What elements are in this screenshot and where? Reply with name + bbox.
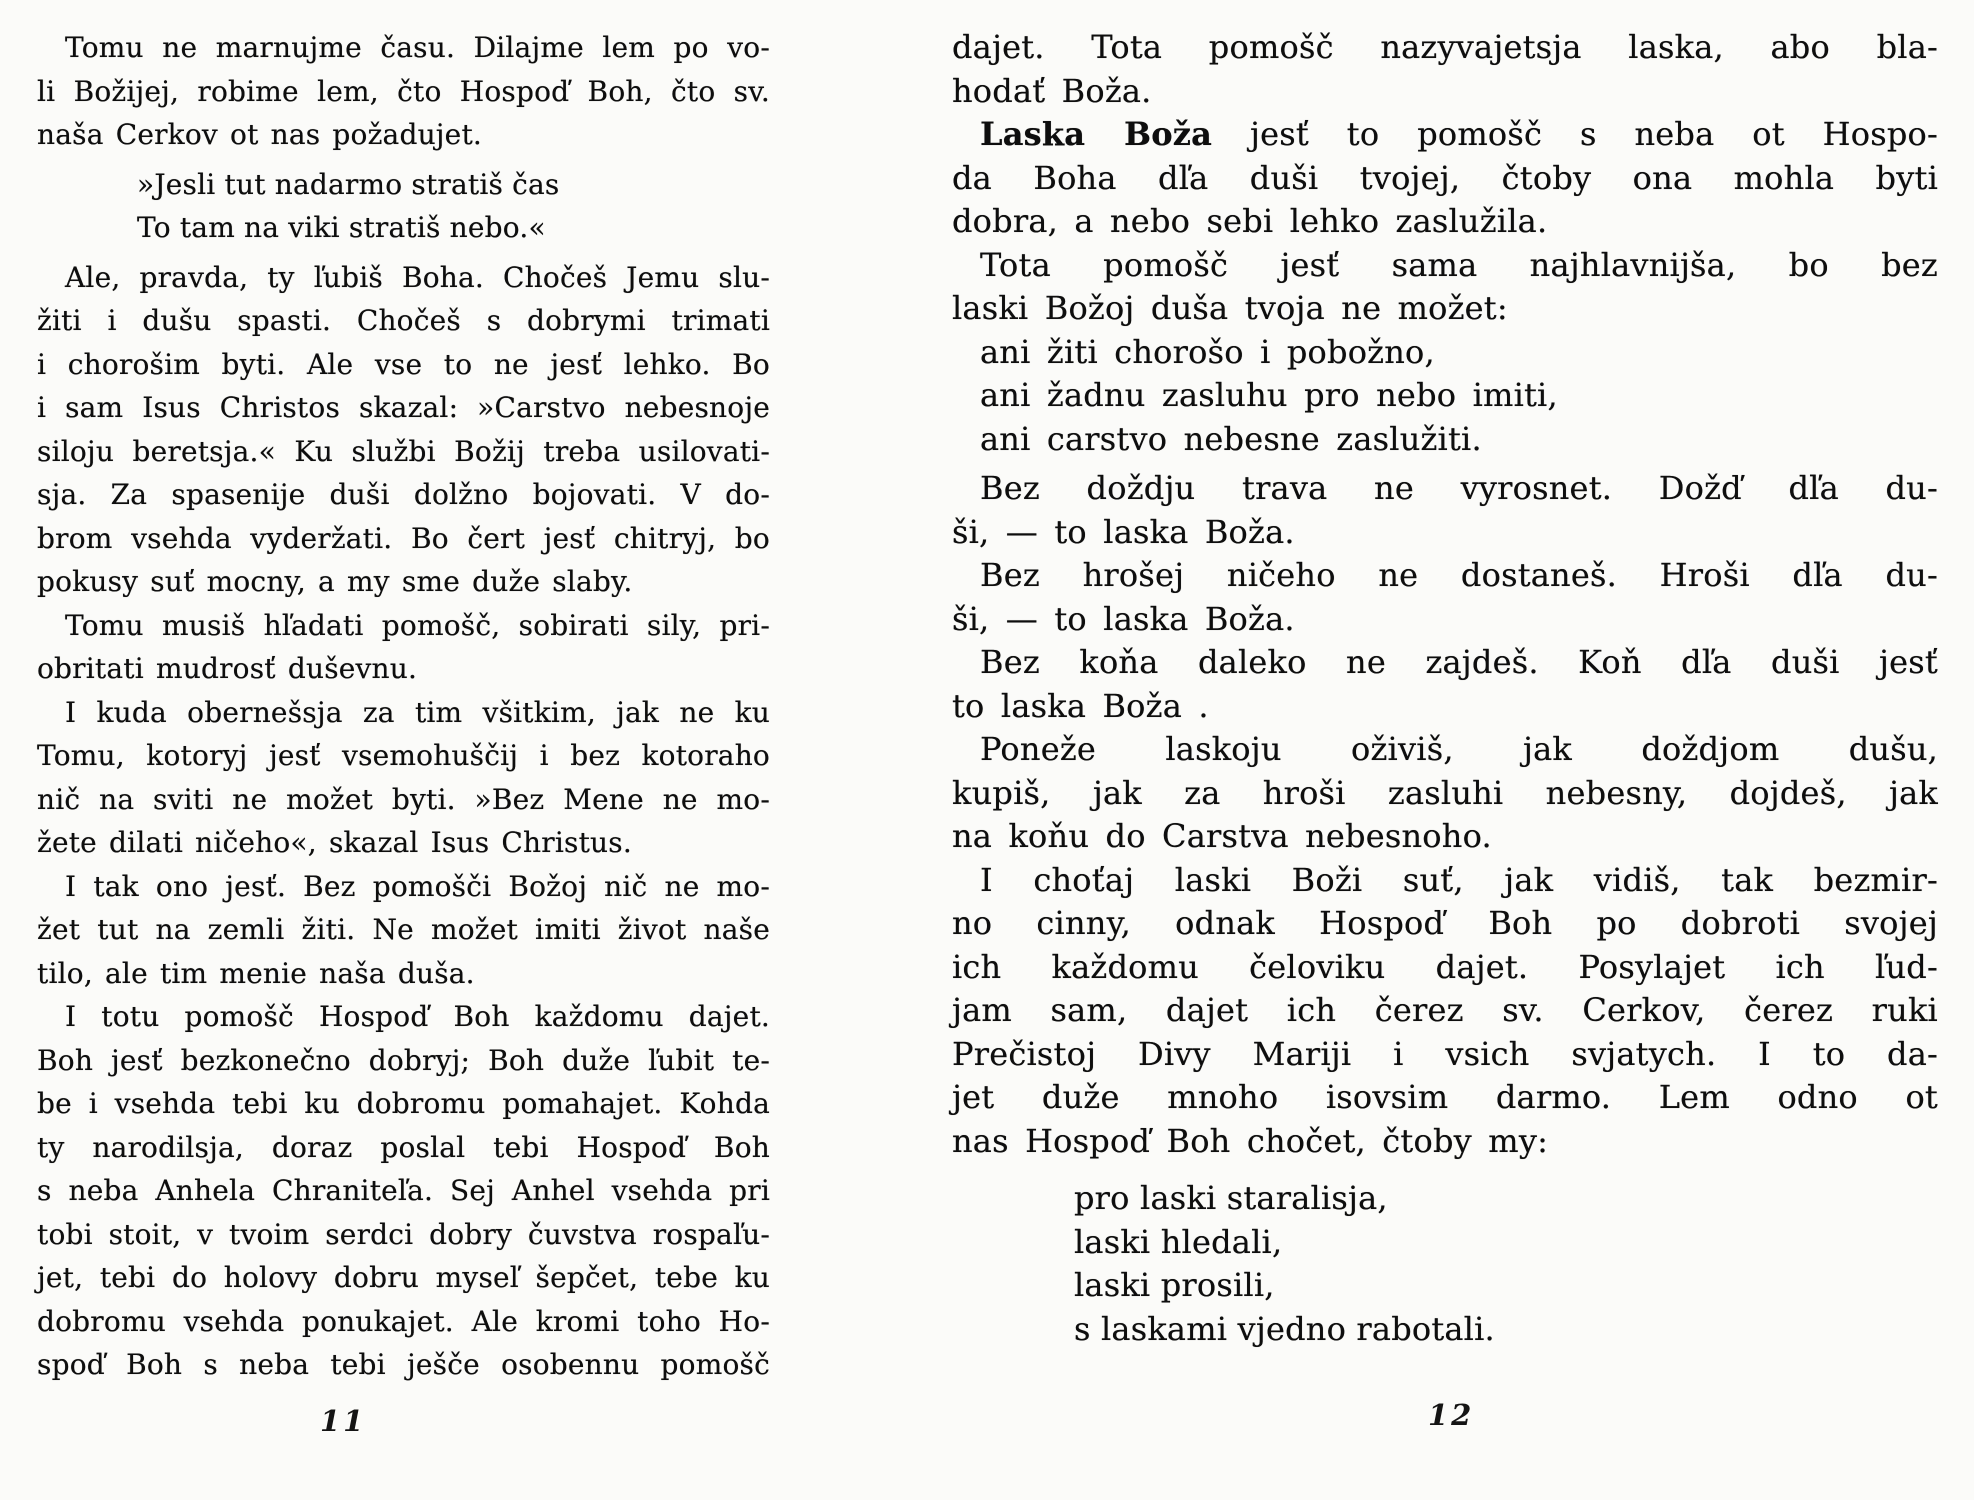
verse-block xyxy=(137,163,770,250)
text-line: dajet. Tota pomošč nazyvajetsja laska, abo bla- xyxy=(952,28,1938,66)
text-line: naša Cerkov ot nas požadujet. xyxy=(37,118,483,151)
text-line: s neba Anhela Chraniteľa. Sej Anhel vsehda pri xyxy=(37,1174,770,1207)
text-line: ši, — to laska Boža. xyxy=(952,599,1295,638)
text-line: pokusy suť mocny, a my sme duže slaby. xyxy=(37,565,633,598)
text-line: sja. Za spasenije duši dolžno bojovati. V do- xyxy=(37,478,770,511)
text-line: Poneže laskoju oživiš, jak doždjom dušu, xyxy=(980,730,1938,768)
text-line: i chorošim byti. Ale vse to ne jesť lehko. Bo xyxy=(37,347,770,381)
text-line: I tak ono jesť. Bez pomošči Božoj nič ne mo- xyxy=(65,869,770,903)
text-line: jet, tebi do holovy dobru myseľ šepčet, tebe ku xyxy=(37,1261,770,1294)
list-line: s laskami vjedno rabotali. xyxy=(1074,1309,1495,1348)
text-line: na koňu do Carstva nebesnoho. xyxy=(952,817,1492,855)
text-line: Ale, pravda, ty ľubiš Boha. Chočeš Jemu slu- xyxy=(65,260,770,294)
left-page-text-column xyxy=(37,26,770,1387)
verse-line: »Jesli tut nadarmo stratiš čas xyxy=(137,167,560,201)
text-line: spoď Boh s neba tebi ješče osobennu pomošč xyxy=(37,1348,770,1381)
text-line: Prečistoj Divy Mariji i vsich svjatych. I to da- xyxy=(952,1034,1938,1073)
text-line: žiti i dušu spasti. Chočeš s dobrymi trimati xyxy=(37,304,770,337)
text-line: obritati mudrosť duševnu. xyxy=(37,652,418,685)
text-line: li Božijej, robime lem, čto Hospoď Boh, čto sv. xyxy=(37,74,770,108)
right-page-text-column xyxy=(952,26,1938,1351)
text-line: ich každomu čeloviku dajet. Posylajet ich ľud- xyxy=(952,947,1938,986)
text-line: Tota pomošč jesť sama najhlavnijša, bo bez xyxy=(980,245,1938,284)
text-line: ty narodilsja, doraz poslal tebi Hospoď Boh xyxy=(37,1130,770,1164)
text-line: brom vsehda vyderžati. Bo čert jesť chitryj, bo xyxy=(37,521,770,555)
text-line: ani žadnu zasluhu pro nebo imiti, xyxy=(980,376,1558,414)
text-line: to laska Boža . xyxy=(952,686,1209,725)
text-line: tobi stoit, v tvoim serdci dobry čuvstva rospaľu- xyxy=(37,1217,770,1251)
page-number-right: 12 xyxy=(1428,1398,1475,1432)
list-line: pro laski staralisja, xyxy=(1074,1179,1388,1217)
page-number-left: 11 xyxy=(320,1404,367,1438)
text-line: dobromu vsehda ponukajet. Ale kromi toho Ho- xyxy=(37,1304,770,1338)
text-line: Bez koňa daleko ne zajdeš. Koň dľa duši jesť xyxy=(980,643,1938,681)
text-line-rest: jesť to pomošč s neba ot Hospo- xyxy=(1212,115,1939,153)
text-line: da Boha dľa duši tvojej, čtoby ona mohla byti xyxy=(952,158,1938,197)
text-line: I choťaj laski Boži suť, jak vidiš, tak bezmir- xyxy=(980,860,1938,899)
text-line: be i vsehda tebi ku dobromu pomahajet. Kohda xyxy=(37,1087,770,1120)
text-line: Bez hrošej ničeho ne dostaneš. Hroši dľa du- xyxy=(980,556,1938,594)
text-line: ani žiti chorošo i pobožno, xyxy=(980,332,1435,371)
text-line: tilo, ale tim menie naša duša. xyxy=(37,956,475,990)
text-line: no cinny, odnak Hospoď Boh po dobroti svojej xyxy=(952,904,1938,942)
text-line: nas Hospoď Boh chočet, čtoby my: xyxy=(952,1121,1549,1160)
list-block xyxy=(1074,1177,1938,1351)
text-line: Tomu ne marnujme času. Dilajme lem po vo- xyxy=(65,31,770,64)
text-line: i sam Isus Christos skazal: »Carstvo nebesnoje xyxy=(37,391,770,424)
text-line: I kuda obernešsja za tim všitkim, jak ne ku xyxy=(65,695,770,729)
list-line: laski hledali, xyxy=(1074,1222,1283,1261)
verse-line: To tam na viki stratiš nebo.« xyxy=(137,211,546,244)
text-line: hodať Boža. xyxy=(952,71,1152,110)
text-line: I totu pomošč Hospoď Boh každomu dajet. xyxy=(65,1000,770,1033)
text-line: siloju beretsja.« Ku službi Božij treba usilovati- xyxy=(37,434,770,468)
text-line: žet tut na zemli žiti. Ne možet imiti život naše xyxy=(37,913,770,946)
bold-lead-text: Laska Boža xyxy=(980,115,1213,153)
text-line xyxy=(952,113,1938,157)
text-line: ši, — to laska Boža. xyxy=(952,512,1295,551)
text-line: jam sam, dajet ich čerez sv. Cerkov, čerez ruki xyxy=(952,991,1938,1029)
text-line: kupiš, jak za hroši zasluhi nebesny, dojdeš, jak xyxy=(952,773,1938,812)
text-line: nič na sviti ne možet byti. »Bez Mene ne mo- xyxy=(37,782,770,816)
text-line: ani carstvo nebesne zaslužiti. xyxy=(980,419,1482,458)
text-line: jet duže mnoho isovsim darmo. Lem odno ot xyxy=(952,1078,1938,1116)
text-line: Boh jesť bezkonečno dobryj; Boh duže ľubit te- xyxy=(37,1043,770,1077)
text-line: dobra, a nebo sebi lehko zaslužila. xyxy=(952,202,1548,240)
list-line: laski prosili, xyxy=(1074,1266,1275,1304)
text-line: Tomu, kotoryj jesť vsemohuščij i bez kotoraho xyxy=(37,739,770,772)
text-line: Tomu musiš hľadati pomošč, sobirati sily, pri- xyxy=(65,608,770,642)
text-line: laski Božoj duša tvoja ne možet: xyxy=(952,289,1508,327)
text-line: Bez doždju trava ne vyrosnet. Dožď dľa du- xyxy=(980,469,1938,507)
text-line: žete dilati ničeho«, skazal Isus Christus. xyxy=(37,826,632,859)
